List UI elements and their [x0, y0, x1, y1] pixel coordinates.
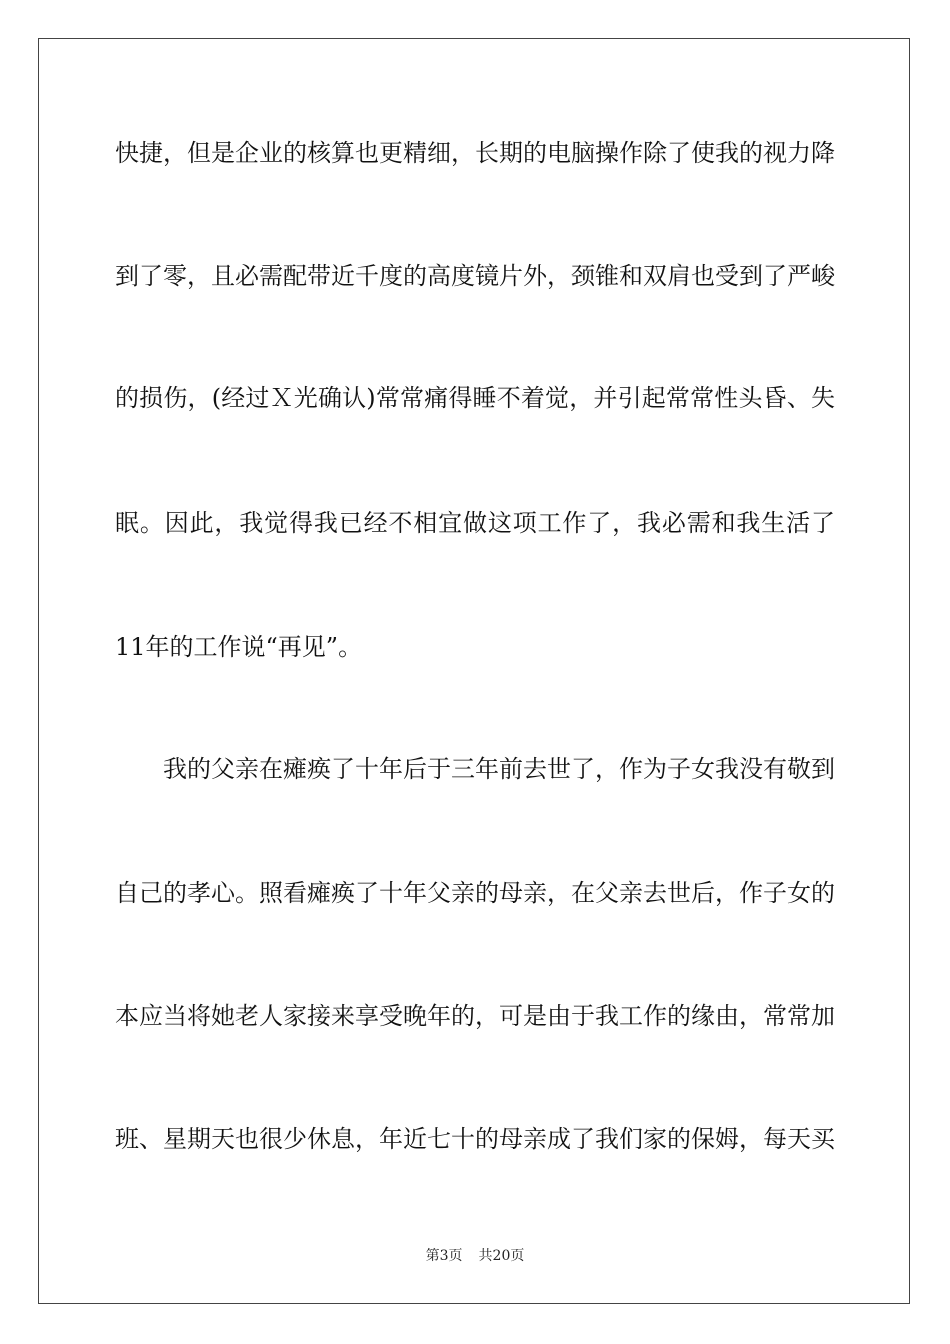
text-line: 眠。因此，我觉得我已经不相宜做这项工作了，我必需和我生活了	[115, 509, 835, 537]
text-line: 我的父亲在瘫痪了十年后于三年前去世了，作为子女我没有敬到	[163, 755, 835, 783]
text-line: 班、星期天也很少休息，年近七十的母亲成了我们家的保姆，每天买	[115, 1125, 835, 1153]
text-line: 到了零，且必需配带近千度的高度镜片外，颈锥和双肩也受到了严峻	[115, 262, 835, 290]
text-line: 的损伤，(经过Ｘ光确认)常常痛得睡不着觉，并引起常常性头昏、失	[115, 384, 835, 412]
page-border	[38, 38, 910, 1304]
page-footer	[0, 1246, 950, 1266]
page-total: 共20页	[478, 1248, 525, 1264]
text-line: 自己的孝心。照看瘫痪了十年父亲的母亲，在父亲去世后，作子女的	[115, 879, 835, 907]
text-line: 本应当将她老人家接来享受晚年的，可是由于我工作的缘由，常常加	[115, 1002, 835, 1030]
text-line: 11年的工作说“再见”。	[115, 633, 363, 661]
text-line: 快捷，但是企业的核算也更精细，长期的电脑操作除了使我的视力降	[115, 139, 835, 167]
page-number: 第3页	[425, 1248, 463, 1264]
